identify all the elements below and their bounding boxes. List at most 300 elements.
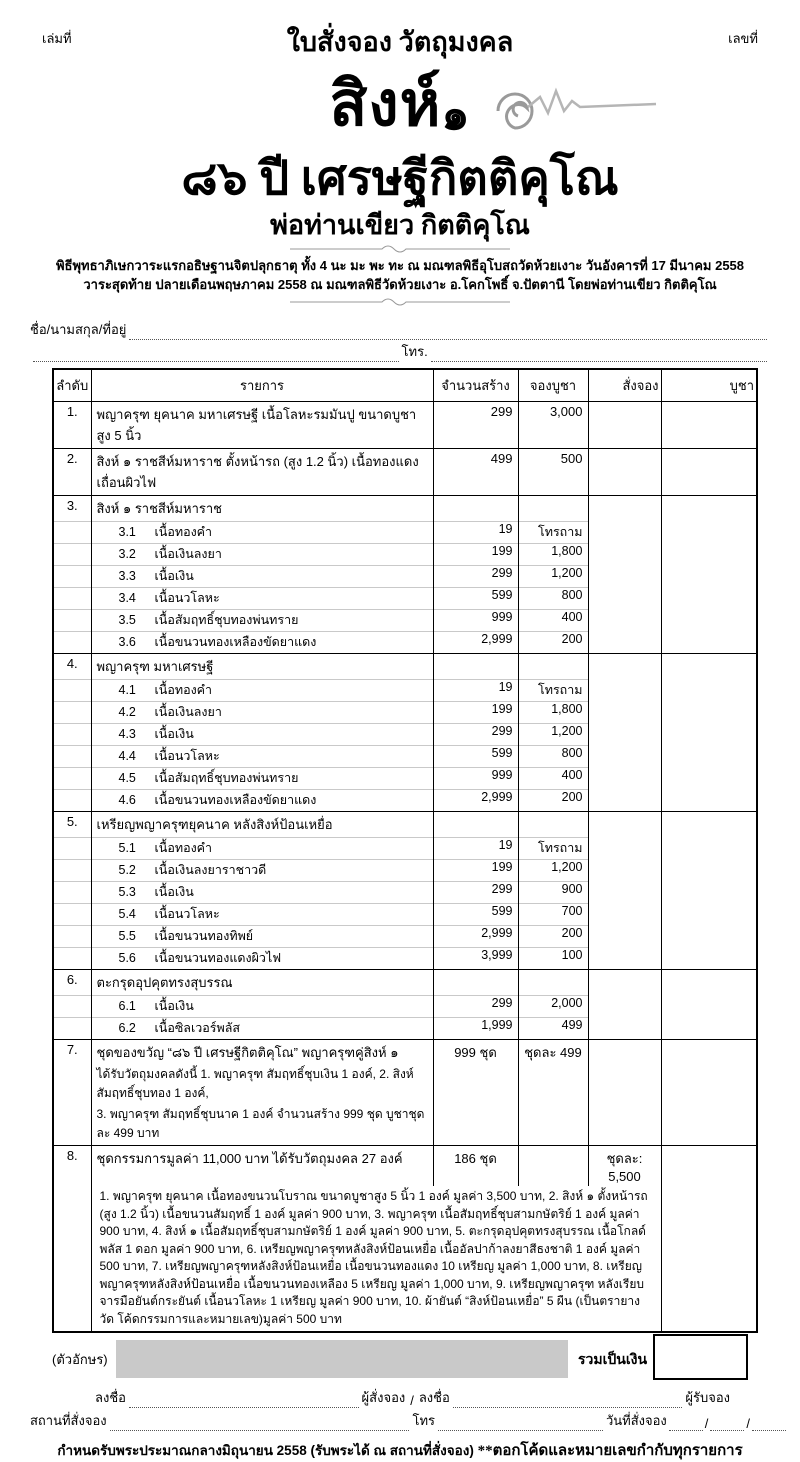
col-header-worship: บูชา xyxy=(661,369,757,402)
sub-row-quantity-made: 299 xyxy=(433,566,518,588)
order-table xyxy=(52,368,758,1333)
sub-row-reserve-price: 400 xyxy=(518,768,588,790)
row-quantity-made xyxy=(433,496,518,522)
note-row-worship-cell[interactable] xyxy=(661,1186,757,1332)
sub-row-index-spacer xyxy=(53,904,91,926)
sign-label-receiver: ลงชื่อ xyxy=(418,1390,450,1405)
order-date-label: วันที่สั่งจอง xyxy=(605,1413,667,1428)
name-address-field[interactable] xyxy=(129,326,767,340)
sub-row-order-qty-cell[interactable] xyxy=(588,996,661,1018)
total-amount-box[interactable] xyxy=(653,1334,748,1380)
sub-row-quantity-made: 1,999 xyxy=(433,1018,518,1040)
col-header-order: สั่งจอง xyxy=(588,369,661,402)
table-sub-row xyxy=(53,996,757,1018)
orderer-label: ผู้สั่งจอง xyxy=(361,1390,406,1405)
sub-row-material: เนื้อเงิน xyxy=(154,885,194,899)
sub-row-number: 3.1 xyxy=(118,525,136,539)
sub-row-item-label xyxy=(91,632,433,654)
row-order-qty-cell[interactable] xyxy=(588,812,661,838)
row-reserve-price xyxy=(518,1146,588,1187)
row-index: 5. xyxy=(53,812,91,838)
signature-slash: / xyxy=(410,1393,414,1408)
address-field-continued[interactable] xyxy=(33,348,399,362)
table-row xyxy=(53,970,757,996)
sub-row-number: 6.2 xyxy=(118,1021,136,1035)
sub-row-item-label xyxy=(91,1018,433,1040)
sub-row-quantity-made: 199 xyxy=(433,860,518,882)
note-row-worship-cell[interactable] xyxy=(661,1105,757,1146)
note-row-empty-cell[interactable] xyxy=(588,1065,661,1105)
sub-row-order-qty-cell[interactable] xyxy=(588,838,661,860)
receiver-signature-field[interactable] xyxy=(453,1394,683,1408)
table-sub-row xyxy=(53,790,757,812)
row-reserve-price: 3,000 xyxy=(518,402,588,449)
sub-row-order-qty-cell[interactable] xyxy=(588,860,661,882)
sub-row-number: 3.4 xyxy=(118,591,136,605)
sub-row-order-qty-cell[interactable] xyxy=(588,746,661,768)
sub-row-number: 4.3 xyxy=(118,727,136,741)
table-sub-row xyxy=(53,610,757,632)
table-sub-row xyxy=(53,860,757,882)
phone-label: โทร. xyxy=(401,344,428,359)
decorative-swirl-icon xyxy=(478,77,658,141)
sub-row-order-qty-cell[interactable] xyxy=(588,610,661,632)
sub-row-worship-cell[interactable] xyxy=(661,610,757,632)
row-index: 6. xyxy=(53,970,91,996)
sub-row-order-qty-cell[interactable] xyxy=(588,724,661,746)
sub-row-item-label xyxy=(91,904,433,926)
row-quantity-made: 299 xyxy=(433,402,518,449)
sub-row-material: เนื้อเงินลงยา xyxy=(154,547,222,561)
sub-row-reserve-price: 200 xyxy=(518,790,588,812)
sub-row-worship-cell[interactable] xyxy=(661,544,757,566)
sub-row-order-qty-cell[interactable] xyxy=(588,566,661,588)
sub-row-material: เนื้อขนวนทองเหลืองขัดยาแดง xyxy=(154,635,317,649)
sub-row-reserve-price: 2,000 xyxy=(518,996,588,1018)
sub-row-index-spacer xyxy=(53,588,91,610)
sub-row-item-label xyxy=(91,790,433,812)
sub-row-item-label xyxy=(91,948,433,970)
sub-row-quantity-made: 299 xyxy=(433,996,518,1018)
row-item-label: สิงห์ ๑ ราชสีห์มหาราช xyxy=(91,496,433,522)
table-row xyxy=(53,449,757,496)
sub-row-material: เนื้อนวโลหะ xyxy=(154,749,220,763)
sub-row-index-spacer xyxy=(53,702,91,724)
note-row-index-spacer xyxy=(53,1065,91,1105)
sub-row-quantity-made: 299 xyxy=(433,724,518,746)
ceremony-line-2: วาระสุดท้าย ปลายเดือนพฤษภาคม 2558 ณ มณฑลพิธีวัดห้วยเงาะ อ.โคกโพธิ์ จ.ปัตตานี โดยพ่อท่านเขียว กิตติคุโณ xyxy=(83,277,717,292)
sub-row-reserve-price: 400 xyxy=(518,610,588,632)
sub-row-reserve-price: 1,200 xyxy=(518,724,588,746)
note-row-empty-cell[interactable] xyxy=(588,1105,661,1146)
sub-row-reserve-price: 200 xyxy=(518,632,588,654)
sub-row-material: เนื้อทองคำ xyxy=(154,841,213,855)
sub-row-number: 6.1 xyxy=(118,999,136,1013)
location-row xyxy=(30,1411,788,1431)
order-date-month-field[interactable] xyxy=(710,1417,744,1431)
main-title-block xyxy=(0,63,800,151)
sub-row-index-spacer xyxy=(53,566,91,588)
monk-name: พ่อท่านเขียว กิตติคุโณ xyxy=(270,210,530,240)
sub-row-quantity-made: 299 xyxy=(433,882,518,904)
row-index: 3. xyxy=(53,496,91,522)
sub-row-index-spacer xyxy=(53,926,91,948)
row-item-label: ชุดของขวัญ “๘๖ ปี เศรษฐีกิตติคุโณ” พญาครุฑคู่สิงห์ ๑ xyxy=(91,1040,433,1066)
sub-row-reserve-price: 800 xyxy=(518,746,588,768)
row-worship-cell[interactable] xyxy=(661,1040,757,1066)
sub-row-item-label xyxy=(91,746,433,768)
date-slash-1: / xyxy=(704,1416,709,1431)
sub-row-number: 3.6 xyxy=(118,635,136,649)
row-quantity-made: 999 ชุด xyxy=(433,1040,518,1066)
sub-row-number: 4.1 xyxy=(118,683,136,697)
sub-row-index-spacer xyxy=(53,860,91,882)
row-quantity-made xyxy=(433,970,518,996)
table-sub-row xyxy=(53,632,757,654)
sub-row-number: 3.2 xyxy=(118,547,136,561)
table-sub-row xyxy=(53,838,757,860)
row-worship-cell[interactable] xyxy=(661,812,757,838)
table-sub-row xyxy=(53,522,757,544)
row-worship-cell[interactable] xyxy=(661,496,757,522)
sub-row-worship-cell[interactable] xyxy=(661,522,757,544)
sub-row-quantity-made: 19 xyxy=(433,522,518,544)
table-sub-row xyxy=(53,926,757,948)
sub-row-order-qty-cell[interactable] xyxy=(588,522,661,544)
sub-row-order-qty-cell[interactable] xyxy=(588,948,661,970)
receiver-label: ผู้รับจอง xyxy=(685,1390,731,1405)
sub-row-reserve-price: 200 xyxy=(518,926,588,948)
sub-row-item-label xyxy=(91,522,433,544)
sub-row-item-label xyxy=(91,566,433,588)
row-reserve-price xyxy=(518,812,588,838)
row-quantity-made: 499 xyxy=(433,449,518,496)
row-order-qty-cell[interactable] xyxy=(588,654,661,680)
divider-ornament xyxy=(0,245,800,253)
row-worship-cell[interactable] xyxy=(661,654,757,680)
row-reserve-price xyxy=(518,970,588,996)
book-no-label: เล่มที่ xyxy=(42,31,72,46)
sub-row-index-spacer xyxy=(53,1018,91,1040)
form-title: ใบสั่งจอง วัตถุมงคล xyxy=(286,27,514,57)
table-row xyxy=(53,654,757,680)
table-sub-row xyxy=(53,724,757,746)
sub-row-order-qty-cell[interactable] xyxy=(588,926,661,948)
row-quantity-made: 186 ชุด xyxy=(433,1146,518,1187)
sub-row-item-label xyxy=(91,926,433,948)
sub-row-worship-cell[interactable] xyxy=(661,926,757,948)
sub-row-material: เนื้อสัมฤทธิ์ชุบทองพ่นทราย xyxy=(154,613,299,627)
sub-row-reserve-price: 900 xyxy=(518,882,588,904)
name-address-row xyxy=(30,318,770,340)
sub-row-worship-cell[interactable] xyxy=(661,948,757,970)
table-sub-row xyxy=(53,702,757,724)
sub-row-material: เนื้อเงินลงยาราชาวดี xyxy=(154,863,267,877)
sub-row-index-spacer xyxy=(53,632,91,654)
sub-row-worship-cell[interactable] xyxy=(661,838,757,860)
sub-row-item-label xyxy=(91,702,433,724)
table-row xyxy=(53,812,757,838)
table-sub-row xyxy=(53,588,757,610)
row-quantity-made xyxy=(433,812,518,838)
row-quantity-made xyxy=(433,654,518,680)
sub-row-item-label xyxy=(91,860,433,882)
sub-row-quantity-made: 2,999 xyxy=(433,632,518,654)
sub-row-worship-cell[interactable] xyxy=(661,768,757,790)
row-index: 4. xyxy=(53,654,91,680)
row-order-qty-cell[interactable]: ชุดละ: 5,500 xyxy=(588,1146,661,1187)
total-amount-label: รวมเป็นเงิน xyxy=(578,1351,648,1367)
table-sub-row xyxy=(53,768,757,790)
sub-row-worship-cell[interactable] xyxy=(661,860,757,882)
sub-row-reserve-price: 1,800 xyxy=(518,702,588,724)
sub-row-worship-cell[interactable] xyxy=(661,904,757,926)
orderer-signature-field[interactable] xyxy=(129,1394,359,1408)
note-row-empty-cell xyxy=(433,1065,518,1105)
sub-row-item-label xyxy=(91,996,433,1018)
sub-row-number: 4.6 xyxy=(118,793,136,807)
sub-row-quantity-made: 599 xyxy=(433,746,518,768)
row-item-label: พญาครุฑ มหาเศรษฐี xyxy=(91,654,433,680)
sub-row-material: เนื้อเงิน xyxy=(154,727,194,741)
sub-row-material: เนื้อขนวนทองเหลืองขัดยาแดง xyxy=(154,793,317,807)
row-item-label: พญาครุฑ ยุคนาค มหาเศรษฐี เนื้อโลหะรมมันปู ขนาดบูชาสูง 5 นิ้ว xyxy=(91,402,433,449)
sub-row-reserve-price: 1,800 xyxy=(518,544,588,566)
sub-row-item-label xyxy=(91,588,433,610)
sub-row-material: เนื้อขนวนทองแดงผิวไฟ xyxy=(154,951,282,965)
table-sub-row xyxy=(53,904,757,926)
table-sub-row xyxy=(53,680,757,702)
sub-row-worship-cell[interactable] xyxy=(661,680,757,702)
sub-row-index-spacer xyxy=(53,948,91,970)
note-row-index-spacer xyxy=(53,1186,91,1332)
sub-row-quantity-made: 599 xyxy=(433,904,518,926)
phone-row xyxy=(30,340,770,362)
sub-row-worship-cell[interactable] xyxy=(661,746,757,768)
sub-row-order-qty-cell[interactable] xyxy=(588,790,661,812)
table-sub-row xyxy=(53,1018,757,1040)
table-row xyxy=(53,1146,757,1187)
phone-field-2[interactable] xyxy=(438,1417,603,1431)
main-title-number: ๑ xyxy=(441,90,471,139)
table-sub-row xyxy=(53,948,757,970)
col-header-item: รายการ xyxy=(91,369,433,402)
sub-row-index-spacer xyxy=(53,768,91,790)
phone-field[interactable] xyxy=(431,348,767,362)
row-item-label: ชุดกรรมการมูลค่า 11,000 บาท ได้รับวัตถุมงคล 27 องค์ xyxy=(91,1146,433,1187)
sub-row-index-spacer xyxy=(53,882,91,904)
sub-row-quantity-made: 2,999 xyxy=(433,790,518,812)
table-sub-row xyxy=(53,746,757,768)
sub-row-number: 5.5 xyxy=(118,929,136,943)
ceremony-details xyxy=(0,256,800,294)
sub-row-material: เนื้อเงิน xyxy=(154,569,194,583)
row-reserve-price: 500 xyxy=(518,449,588,496)
main-title-text: สิงห์ xyxy=(329,71,442,139)
sub-row-reserve-price: 1,200 xyxy=(518,566,588,588)
sub-row-number: 5.3 xyxy=(118,885,136,899)
sub-row-quantity-made: 3,999 xyxy=(433,948,518,970)
row-detail-note: ได้รับวัตถุมงคลดังนี้ 1. พญาครุฑ สัมฤทธิ์ชุบเงิน 1 องค์, 2. สิงห์ สัมฤทธิ์ชุบทอง 1 องค์, xyxy=(91,1065,433,1105)
delivery-note: กำหนดรับพระประมาณกลางมิถุนายน 2558 (รับพระได้ ณ สถานที่สั่งจอง) xyxy=(57,1443,474,1458)
sub-row-item-label xyxy=(91,724,433,746)
note-row-worship-cell[interactable] xyxy=(661,1065,757,1105)
sub-row-number: 5.6 xyxy=(118,951,136,965)
table-row xyxy=(53,496,757,522)
doc-no-label: เลขที่ xyxy=(728,31,758,46)
sub-row-material: เนื้อนวโลหะ xyxy=(154,907,220,921)
sub-row-reserve-price: 700 xyxy=(518,904,588,926)
note-row-empty-cell xyxy=(518,1065,588,1105)
sub-row-order-qty-cell[interactable] xyxy=(588,768,661,790)
note-row-empty-cell xyxy=(518,1105,588,1146)
row-reserve-price xyxy=(518,496,588,522)
col-header-reserve-price: จองบูชา xyxy=(518,369,588,402)
row-detail-note: 3. พญาครุฑ สัมฤทธิ์ชุบนาค 1 องค์ จำนวนสร้าง 999 ชุด บูชาชุดละ 499 บาท xyxy=(91,1105,433,1146)
total-row xyxy=(52,1337,783,1380)
sub-row-index-spacer xyxy=(53,746,91,768)
order-date-day-field[interactable] xyxy=(669,1417,703,1431)
sub-row-item-label xyxy=(91,838,433,860)
sub-row-order-qty-cell[interactable] xyxy=(588,1018,661,1040)
signature-row xyxy=(95,1388,730,1408)
table-sub-row xyxy=(53,544,757,566)
sub-row-item-label xyxy=(91,768,433,790)
phone-label-2: โทร xyxy=(412,1413,436,1428)
sub-row-reserve-price: โทรถาม xyxy=(518,680,588,702)
sub-row-index-spacer xyxy=(53,838,91,860)
bottom-note xyxy=(0,1438,800,1462)
table-row xyxy=(53,1040,757,1066)
order-location-label: สถานที่สั่งจอง xyxy=(30,1413,107,1428)
date-slash-2: / xyxy=(746,1416,750,1431)
sub-row-reserve-price: 100 xyxy=(518,948,588,970)
table-header-row xyxy=(53,369,757,402)
sub-row-worship-cell[interactable] xyxy=(661,996,757,1018)
sub-row-worship-cell[interactable] xyxy=(661,1018,757,1040)
sub-row-material: เนื้อนวโลหะ xyxy=(154,591,220,605)
sub-row-worship-cell[interactable] xyxy=(661,724,757,746)
sub-row-index-spacer xyxy=(53,790,91,812)
sub-row-material: เนื้อเงินลงยา xyxy=(154,705,222,719)
col-header-quantity-made: จำนวนสร้าง xyxy=(433,369,518,402)
sub-row-material: เนื้อซิลเวอร์พลัส xyxy=(154,1021,241,1035)
row-reserve-price: ชุดละ 499 xyxy=(518,1040,588,1066)
row-order-qty-cell[interactable] xyxy=(588,496,661,522)
row-reserve-price xyxy=(518,654,588,680)
sub-row-reserve-price: 800 xyxy=(518,588,588,610)
sub-row-number: 5.1 xyxy=(118,841,136,855)
sub-row-quantity-made: 19 xyxy=(433,838,518,860)
sub-row-worship-cell[interactable] xyxy=(661,790,757,812)
sub-row-number: 4.5 xyxy=(118,771,136,785)
sub-row-number: 3.3 xyxy=(118,569,136,583)
sub-row-worship-cell[interactable] xyxy=(661,566,757,588)
table-sub-row xyxy=(53,882,757,904)
row-order-qty-cell[interactable] xyxy=(588,402,661,449)
name-address-label: ชื่อ/นามสกุล/ที่อยู่ xyxy=(30,322,127,337)
sub-row-reserve-price: 1,200 xyxy=(518,860,588,882)
sub-row-order-qty-cell[interactable] xyxy=(588,904,661,926)
top-bar xyxy=(0,0,800,63)
order-date-year-field[interactable] xyxy=(752,1417,786,1431)
sub-row-order-qty-cell[interactable] xyxy=(588,544,661,566)
sub-row-order-qty-cell[interactable] xyxy=(588,680,661,702)
table-note-row xyxy=(53,1105,757,1146)
sub-row-worship-cell[interactable] xyxy=(661,702,757,724)
sub-row-worship-cell[interactable] xyxy=(661,588,757,610)
order-location-field[interactable] xyxy=(110,1417,410,1431)
sub-row-order-qty-cell[interactable] xyxy=(588,882,661,904)
sub-row-index-spacer xyxy=(53,610,91,632)
sub-row-item-label xyxy=(91,610,433,632)
sub-row-quantity-made: 999 xyxy=(433,610,518,632)
sub-row-index-spacer xyxy=(53,522,91,544)
col-header-index: ลำดับ xyxy=(53,369,91,402)
main-title xyxy=(0,63,800,153)
sub-row-number: 5.4 xyxy=(118,907,136,921)
row-index: 1. xyxy=(66,404,78,419)
sub-row-item-label xyxy=(91,544,433,566)
table-note-row xyxy=(53,1186,757,1332)
row-worship-cell[interactable] xyxy=(661,970,757,996)
table-row xyxy=(53,402,757,449)
row-order-qty-cell[interactable] xyxy=(588,449,661,496)
row-worship-cell[interactable] xyxy=(661,449,757,496)
sub-row-index-spacer xyxy=(53,544,91,566)
sub-row-material: เนื้อทองคำ xyxy=(154,525,213,539)
sub-row-index-spacer xyxy=(53,996,91,1018)
sub-row-worship-cell[interactable] xyxy=(661,882,757,904)
row-order-qty-cell[interactable] xyxy=(588,970,661,996)
code-stamp-note: **ตอกโค้ดและหมายเลขกำกับทุกรายการ xyxy=(477,1443,743,1459)
row-worship-cell[interactable] xyxy=(661,402,757,449)
sub-row-quantity-made: 199 xyxy=(433,702,518,724)
amount-in-words-label: (ตัวอักษร) xyxy=(52,1352,108,1367)
sub-row-number: 5.2 xyxy=(118,863,136,877)
sub-row-worship-cell[interactable] xyxy=(661,632,757,654)
sub-row-order-qty-cell[interactable] xyxy=(588,588,661,610)
note-row-index-spacer xyxy=(53,1105,91,1146)
sub-row-number: 4.4 xyxy=(118,749,136,763)
sub-row-quantity-made: 599 xyxy=(433,588,518,610)
sub-row-quantity-made: 19 xyxy=(433,680,518,702)
sub-row-order-qty-cell[interactable] xyxy=(588,632,661,654)
sub-row-quantity-made: 999 xyxy=(433,768,518,790)
row-order-qty-cell[interactable] xyxy=(588,1040,661,1066)
sub-row-material: เนื้อเงิน xyxy=(154,999,194,1013)
amount-in-words-field[interactable] xyxy=(116,1340,568,1378)
sub-row-material: เนื้อสัมฤทธิ์ชุบทองพ่นทราย xyxy=(154,771,299,785)
sub-row-quantity-made: 199 xyxy=(433,544,518,566)
row-item-label: สิงห์ ๑ ราชสีห์มหาราช ตั้งหน้ารถ (สูง 1.2 นิ้ว) เนื้อทองแดงเถื่อนผิวไฟ xyxy=(91,449,433,496)
sub-row-number: 4.2 xyxy=(118,705,136,719)
sub-row-index-spacer xyxy=(53,724,91,746)
note-row-empty-cell xyxy=(433,1105,518,1146)
sub-row-quantity-made: 2,999 xyxy=(433,926,518,948)
order-table-body xyxy=(53,402,757,1333)
row-index: 8. xyxy=(53,1146,91,1187)
sub-row-item-label xyxy=(91,680,433,702)
sub-row-material: เนื้อทองคำ xyxy=(154,683,213,697)
row-index: 2. xyxy=(53,449,91,496)
sign-label-orderer: ลงชื่อ xyxy=(95,1390,126,1405)
row-worship-cell[interactable] xyxy=(661,1146,757,1187)
sub-row-order-qty-cell[interactable] xyxy=(588,702,661,724)
table-sub-row xyxy=(53,566,757,588)
row-detail-note: 1. พญาครุฑ ยุคนาค เนื้อทองขนวนโบราณ ขนาดบูชาสูง 5 นิ้ว 1 องค์ มูลค่า 3,500 บาท, 2. สิงห์ ๑ ตั้งหน้ารถ (สูง 1.2 นิ้ว) เนื้อขนวนสัมฤทธิ์ 1 องค์ มูลค่า 900 บาท, 3. พญาครุฑ เนื้อสัมฤทธิ์ชุบสามกษัตริย์ 1 องค์ มูลค่า 900 บาท, 4. สิงห์ ๑ เนื้อสัมฤทธิ์ชุบสามกษัตริย์ 1 องค์ มูลค่า 900 บาท, 5. ตะกรุดอุปคุตทรงสุบรรณ เนื้อโกลด์พลัส 1 ดอก มูลค่า 900 บาท, 6. เหรียญพญาครุฑหลังสิงห์ป้อนเหยื่อ เนื้ออัลปาก้าลงยาสีธงชาติ 1 องค์ มูลค่า 500 บาท, 7. เหรียญพญาครุฑหลังสิงห์ป้อนเหยื่อ เนื้อขนวนทองแดง 10 เหรียญ มูลค่า 1,000 บาท, 8. เหรียญ พญาครุฑหลังสิงห์ป้อนเหยื่อ เนื้อขนวนทองเหลือง 5 เหรียญ มูลค่า 1,000 บาท, 9. เหรียญพญาครุฑ หลังเรียบจารมือยันต์กระยันต์ เนื้อนวโลหะ 1 เหรียญ มูลค่า 900 บาท, 10. ผ้ายันต์ “สิงห์ป้อนเหยื่อ” 5 ผืน (เป็นตรายางวัด โค้ดกรรมการและหมายเลข)มูลค่า 500 บาท xyxy=(91,1186,661,1332)
sub-row-item-label xyxy=(91,882,433,904)
